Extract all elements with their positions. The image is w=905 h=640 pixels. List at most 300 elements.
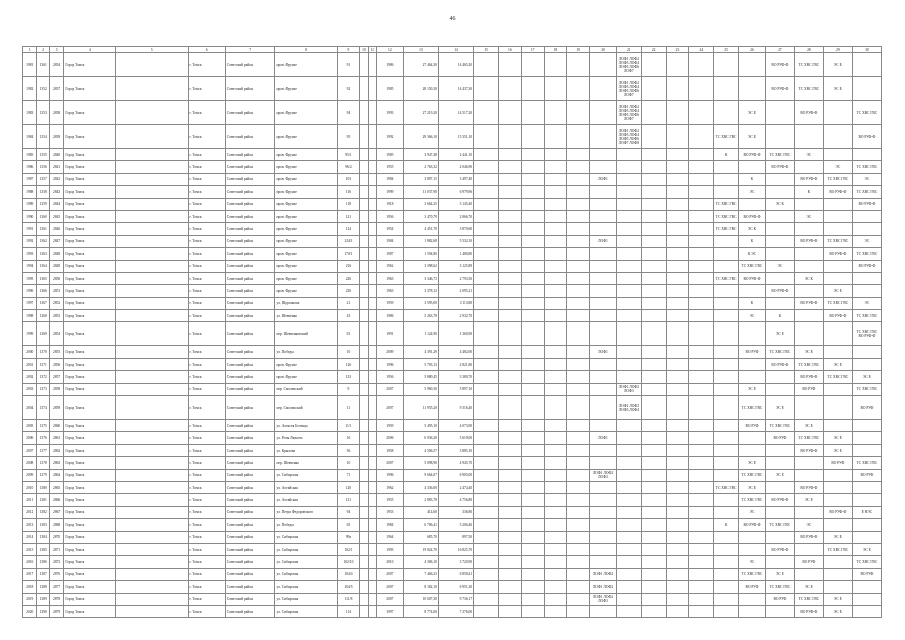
cell-loc: г. Томск	[188, 519, 225, 531]
cell-empty	[360, 322, 368, 346]
cell-empty	[368, 432, 376, 444]
cell-m28: ВО РУФ-Ф	[794, 297, 823, 309]
cell-m28: ЭС	[794, 519, 823, 531]
cell-b: 2 821,80	[438, 358, 473, 370]
cell-empty	[368, 346, 376, 358]
cell-year: 1963	[376, 285, 403, 297]
cell-b: 4 945,70	[438, 457, 473, 469]
cell-n3: 2870	[49, 531, 63, 543]
cell-district: Советский район	[225, 223, 275, 235]
cell-empty	[567, 161, 590, 173]
cell-street: пер. Шевченко	[275, 457, 337, 469]
cell-empty	[360, 125, 368, 149]
table-row	[23, 519, 882, 531]
cell-m29	[823, 272, 852, 284]
cell-b: 5 532,10	[438, 235, 473, 247]
cell-street: пров. Фрунзе	[275, 235, 337, 247]
cell-m28: ТС ХВС ГВС	[794, 432, 823, 444]
cell-empty	[360, 173, 368, 185]
column-header: 10	[360, 47, 368, 53]
cell-empty	[521, 285, 544, 297]
cell-m30	[852, 346, 881, 358]
cell-loc: г. Томск	[188, 77, 225, 101]
cell-m26: ЭС	[739, 506, 766, 518]
cell-empty	[498, 173, 521, 185]
cell-empty	[474, 519, 499, 531]
cell-city: Город Томск	[64, 173, 116, 185]
cell-id: 1995	[23, 272, 37, 284]
cell-empty	[521, 161, 544, 173]
cell-empty	[360, 420, 368, 432]
cell-empty	[641, 285, 666, 297]
cell-empty	[666, 358, 689, 370]
cell-m30: ВО РУФ	[852, 396, 881, 420]
cell-empty	[689, 285, 714, 297]
cell-n2: 1372	[37, 371, 49, 383]
cell-m27	[765, 556, 794, 568]
cell-district: Советский район	[225, 161, 275, 173]
cell-id: 2007	[23, 444, 37, 456]
cell-n3: 2855	[49, 346, 63, 358]
cell-m21	[616, 581, 641, 593]
cell-street: ул. Сибирская	[275, 531, 337, 543]
cell-m29	[823, 125, 852, 149]
cell-empty	[521, 53, 544, 77]
cell-id: 1987	[23, 173, 37, 185]
cell-empty	[368, 198, 376, 210]
cell-empty	[474, 358, 499, 370]
cell-m20	[590, 161, 617, 173]
cell-m26: ТС ХВС ГВС	[739, 568, 766, 580]
cell-empty	[116, 556, 188, 568]
cell-empty	[368, 186, 376, 198]
cell-m21	[616, 371, 641, 383]
cell-n2: 1373	[37, 383, 49, 395]
cell-empty	[689, 235, 714, 247]
cell-id: 1988	[23, 186, 37, 198]
cell-m26: К	[739, 235, 766, 247]
table-row	[23, 260, 882, 272]
cell-house: 94	[337, 101, 360, 125]
cell-m27	[765, 125, 794, 149]
cell-id: 2013	[23, 519, 37, 531]
cell-m30	[852, 223, 881, 235]
column-header: 21	[616, 47, 641, 53]
cell-empty	[521, 444, 544, 456]
cell-m28: ВО РУФ-Ф	[794, 101, 823, 125]
cell-b: 3 885,10	[438, 444, 473, 456]
cell-street: пер. Смоленский	[275, 383, 337, 395]
cell-street: ул. Алтайская	[275, 494, 337, 506]
cell-m29: ТС ХВС ГВС	[823, 371, 852, 383]
cell-m30	[852, 149, 881, 161]
cell-empty	[567, 506, 590, 518]
cell-m28: ВО РУФ-Ф	[794, 531, 823, 543]
cell-m21	[616, 297, 641, 309]
cell-year: 1984	[376, 235, 403, 247]
cell-empty	[567, 469, 590, 481]
cell-empty	[474, 260, 499, 272]
cell-m30: ТС ХВС ГВС	[852, 248, 881, 260]
cell-n2: 1387	[37, 568, 49, 580]
cell-b: 5 206,40	[438, 519, 473, 531]
cell-house: 43	[337, 310, 360, 322]
cell-m25	[714, 53, 739, 77]
cell-n3: 2860	[49, 420, 63, 432]
cell-m27: ВО РУФ	[765, 593, 794, 605]
cell-city: Город Томск	[64, 346, 116, 358]
cell-empty	[544, 556, 567, 568]
cell-loc: г. Томск	[188, 125, 225, 149]
cell-m28: ВО РУФ-Ф	[794, 481, 823, 493]
cell-m29: ЭС Е	[823, 605, 852, 617]
cell-year: 1955	[376, 161, 403, 173]
cell-city: Город Томск	[64, 77, 116, 101]
cell-city: Город Томск	[64, 186, 116, 198]
cell-empty	[666, 593, 689, 605]
cell-empty	[521, 396, 544, 420]
cell-m20	[590, 101, 617, 125]
cell-a: 1 882,68	[403, 235, 438, 247]
cell-m25: ТС ХВС ГВС	[714, 272, 739, 284]
cell-m30: ТС ХВС ГВС	[852, 101, 881, 125]
cell-empty	[474, 457, 499, 469]
table-row	[23, 457, 882, 469]
cell-empty	[368, 77, 376, 101]
table-row	[23, 77, 882, 101]
cell-empty	[116, 53, 188, 77]
cell-empty	[360, 346, 368, 358]
cell-empty	[360, 556, 368, 568]
cell-empty	[544, 285, 567, 297]
cell-n3: 2839	[49, 125, 63, 149]
cell-m26: ВО РУФ	[739, 346, 766, 358]
cell-m26	[739, 161, 766, 173]
cell-m25	[714, 396, 739, 420]
cell-m28: ЭС	[794, 149, 823, 161]
cell-m26: К ЭС	[739, 248, 766, 260]
cell-empty	[641, 420, 666, 432]
cell-m30	[852, 358, 881, 370]
cell-empty	[116, 223, 188, 235]
cell-n2: 1379	[37, 469, 49, 481]
cell-empty	[360, 581, 368, 593]
cell-empty	[567, 149, 590, 161]
cell-city: Город Томск	[64, 198, 116, 210]
cell-empty	[521, 186, 544, 198]
cell-loc: г. Томск	[188, 297, 225, 309]
cell-m20	[590, 272, 617, 284]
cell-empty	[368, 161, 376, 173]
cell-m20	[590, 383, 617, 395]
cell-empty	[368, 506, 376, 518]
cell-b: 16 825,70	[438, 543, 473, 555]
table-row	[23, 186, 882, 198]
cell-a: 3 398,62	[403, 260, 438, 272]
cell-empty	[544, 383, 567, 395]
cell-n3: 2854	[49, 322, 63, 346]
cell-empty	[360, 248, 368, 260]
column-header: 4	[64, 47, 116, 53]
cell-district: Советский район	[225, 322, 275, 346]
cell-house: 120	[337, 481, 360, 493]
cell-n2: 1382	[37, 506, 49, 518]
cell-year: 1986	[376, 53, 403, 77]
cell-empty	[544, 481, 567, 493]
cell-loc: г. Томск	[188, 173, 225, 185]
cell-empty	[521, 371, 544, 383]
cell-a: 7 466,23	[403, 568, 438, 580]
cell-a: 9 664,07	[403, 469, 438, 481]
cell-a: 5 960,30	[403, 383, 438, 395]
cell-empty	[544, 310, 567, 322]
cell-district: Советский район	[225, 457, 275, 469]
cell-empty	[641, 531, 666, 543]
cell-empty	[498, 568, 521, 580]
cell-a: 2 883,78	[403, 494, 438, 506]
cell-empty	[498, 396, 521, 420]
cell-empty	[521, 346, 544, 358]
cell-id: 2008	[23, 457, 37, 469]
cell-m20	[590, 297, 617, 309]
cell-house: 10	[337, 346, 360, 358]
column-header: 13	[403, 47, 438, 53]
cell-empty	[544, 235, 567, 247]
cell-year: 1918	[376, 198, 403, 210]
cell-empty	[567, 310, 590, 322]
table-row	[23, 223, 882, 235]
cell-empty	[521, 432, 544, 444]
cell-b: 9 316,40	[438, 396, 473, 420]
cell-house: 124/1	[337, 235, 360, 247]
cell-year: 1996	[376, 358, 403, 370]
cell-id: 2012	[23, 506, 37, 518]
cell-m21: ЛОФ1 ЛОФ2 ЛОФ3	[616, 383, 641, 395]
cell-a: 685,70	[403, 531, 438, 543]
cell-empty	[498, 310, 521, 322]
cell-empty	[544, 322, 567, 346]
cell-empty	[666, 457, 689, 469]
cell-loc: г. Томск	[188, 161, 225, 173]
cell-m26: К	[739, 173, 766, 185]
cell-n2: 1359	[37, 198, 49, 210]
cell-empty	[521, 383, 544, 395]
cell-street: ул. Победы	[275, 519, 337, 531]
cell-empty	[689, 272, 714, 284]
cell-m25	[714, 543, 739, 555]
cell-empty	[474, 77, 499, 101]
cell-empty	[689, 322, 714, 346]
cell-b: 4 482,00	[438, 346, 473, 358]
cell-empty	[498, 358, 521, 370]
cell-a: 6 706,41	[403, 519, 438, 531]
cell-m26	[739, 432, 766, 444]
cell-empty	[498, 543, 521, 555]
cell-m30	[852, 494, 881, 506]
cell-empty	[521, 198, 544, 210]
cell-district: Советский район	[225, 53, 275, 77]
cell-district: Советский район	[225, 420, 275, 432]
cell-m30: ЭС	[852, 235, 881, 247]
cell-year: 1991	[376, 322, 403, 346]
cell-m20	[590, 186, 617, 198]
cell-m26: ТС ХВС ГВС	[739, 260, 766, 272]
cell-empty	[116, 272, 188, 284]
cell-empty	[689, 531, 714, 543]
column-header: 19	[567, 47, 590, 53]
cell-loc: г. Томск	[188, 506, 225, 518]
cell-empty	[567, 444, 590, 456]
table-row	[23, 543, 882, 555]
cell-empty	[641, 506, 666, 518]
cell-empty	[498, 444, 521, 456]
table-row	[23, 506, 882, 518]
cell-empty	[567, 285, 590, 297]
cell-m21	[616, 272, 641, 284]
cell-m29: ВО РУФ	[823, 457, 852, 469]
cell-empty	[368, 322, 376, 346]
cell-loc: г. Томск	[188, 383, 225, 395]
cell-house: 11	[337, 396, 360, 420]
cell-m30: ТС ХВС ГВС	[852, 310, 881, 322]
cell-empty	[567, 457, 590, 469]
cell-m26	[739, 371, 766, 383]
cell-empty	[641, 593, 666, 605]
cell-n2: 1356	[37, 161, 49, 173]
cell-n2: 1366	[37, 285, 49, 297]
column-header: 22	[641, 47, 666, 53]
cell-id: 1993	[23, 248, 37, 260]
cell-district: Советский район	[225, 125, 275, 149]
cell-street: пров. Фрунзе	[275, 198, 337, 210]
cell-empty	[567, 371, 590, 383]
cell-m27: ТС ХВС ГВС	[765, 519, 794, 531]
cell-m30	[852, 210, 881, 222]
cell-a: 4 451,70	[403, 223, 438, 235]
cell-n3: 2840	[49, 149, 63, 161]
cell-b: 2 866,70	[438, 210, 473, 222]
cell-m27: ЭС Е	[765, 396, 794, 420]
cell-m21	[616, 260, 641, 272]
cell-empty	[116, 235, 188, 247]
cell-empty	[689, 481, 714, 493]
cell-street: ул. Сибирская	[275, 593, 337, 605]
cell-empty	[116, 322, 188, 346]
cell-m25	[714, 581, 739, 593]
cell-m25	[714, 469, 739, 481]
cell-empty	[544, 605, 567, 617]
cell-empty	[116, 581, 188, 593]
cell-a: 3 807,15	[403, 173, 438, 185]
cell-m27	[765, 531, 794, 543]
table-row	[23, 605, 882, 617]
cell-m20	[590, 506, 617, 518]
cell-empty	[360, 444, 368, 456]
cell-m20	[590, 531, 617, 543]
cell-m26	[739, 531, 766, 543]
cell-district: Советский район	[225, 173, 275, 185]
cell-n2: 1357	[37, 173, 49, 185]
cell-m27	[765, 371, 794, 383]
cell-b: 2 046,90	[438, 161, 473, 173]
cell-empty	[641, 198, 666, 210]
cell-m29	[823, 223, 852, 235]
cell-m21	[616, 494, 641, 506]
cell-house: 9	[337, 383, 360, 395]
cell-empty	[368, 371, 376, 383]
cell-m27: ВО РУФ	[765, 432, 794, 444]
cell-street: пров. Фрунзе	[275, 358, 337, 370]
cell-a: 4 306,10	[403, 556, 438, 568]
cell-year: 1953	[376, 506, 403, 518]
cell-empty	[368, 481, 376, 493]
cell-n3: 2866	[49, 494, 63, 506]
cell-m20	[590, 310, 617, 322]
cell-loc: г. Томск	[188, 285, 225, 297]
cell-m26	[739, 593, 766, 605]
cell-empty	[368, 149, 376, 161]
cell-empty	[641, 310, 666, 322]
cell-empty	[567, 543, 590, 555]
cell-empty	[498, 53, 521, 77]
cell-m21	[616, 346, 641, 358]
cell-district: Советский район	[225, 543, 275, 555]
cell-empty	[567, 358, 590, 370]
cell-empty	[641, 432, 666, 444]
cell-a: 414,60	[403, 506, 438, 518]
cell-m20	[590, 420, 617, 432]
cell-city: Город Томск	[64, 285, 116, 297]
cell-city: Город Томск	[64, 210, 116, 222]
cell-empty	[666, 260, 689, 272]
cell-m20	[590, 457, 617, 469]
cell-a: 3 595,00	[403, 297, 438, 309]
cell-empty	[498, 432, 521, 444]
cell-empty	[666, 101, 689, 125]
cell-empty	[641, 272, 666, 284]
cell-empty	[474, 173, 499, 185]
cell-empty	[521, 593, 544, 605]
cell-empty	[521, 519, 544, 531]
cell-empty	[474, 125, 499, 149]
column-header: 9	[337, 47, 360, 53]
cell-empty	[116, 161, 188, 173]
cell-m26: ЭС	[739, 556, 766, 568]
cell-m29: ВО РУФ-Ф	[823, 506, 852, 518]
cell-empty	[116, 506, 188, 518]
cell-empty	[544, 506, 567, 518]
cell-empty	[368, 420, 376, 432]
cell-year: 2007	[376, 568, 403, 580]
cell-empty	[521, 556, 544, 568]
cell-empty	[641, 248, 666, 260]
cell-empty	[116, 186, 188, 198]
table-row	[23, 272, 882, 284]
cell-empty	[360, 285, 368, 297]
cell-empty	[641, 186, 666, 198]
cell-empty	[521, 297, 544, 309]
buildings-table	[22, 46, 882, 618]
cell-empty	[544, 101, 567, 125]
cell-m26	[739, 285, 766, 297]
cell-b: 2 441,10	[438, 149, 473, 161]
cell-n2: 1365	[37, 272, 49, 284]
cell-empty	[689, 53, 714, 77]
cell-m25	[714, 531, 739, 543]
cell-empty	[360, 297, 368, 309]
cell-a: 1 594,80	[403, 248, 438, 260]
cell-empty	[666, 469, 689, 481]
